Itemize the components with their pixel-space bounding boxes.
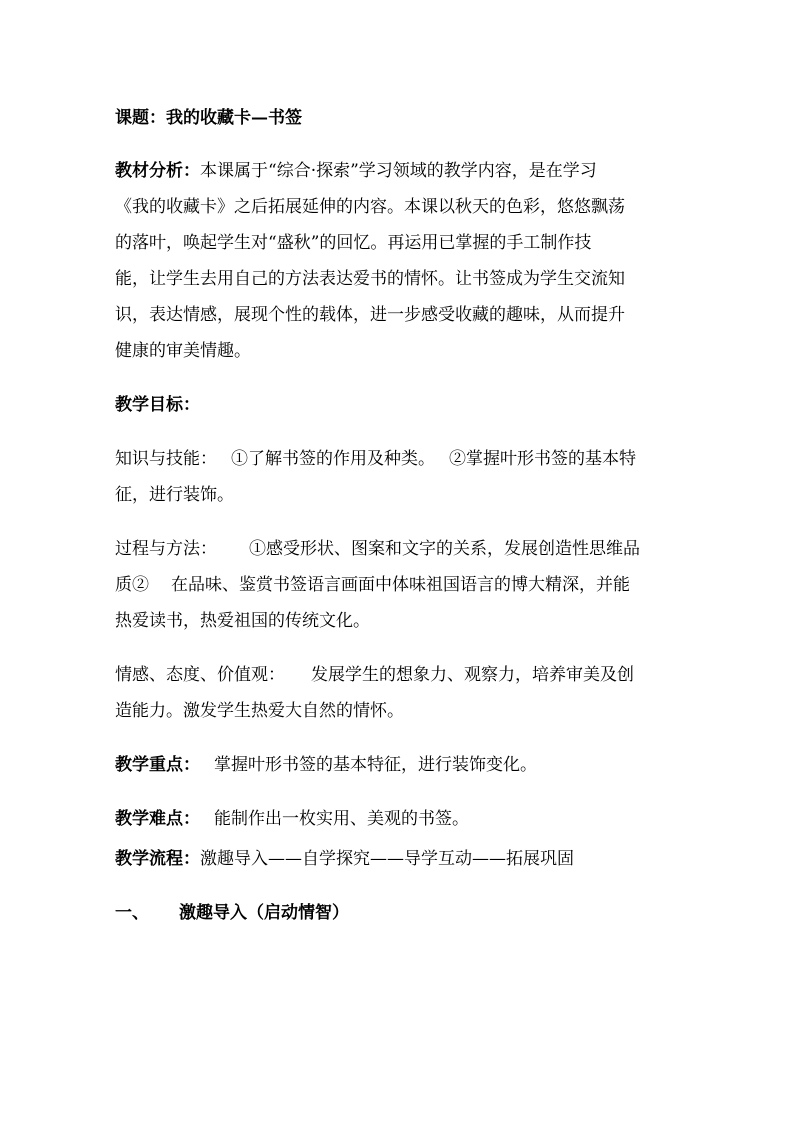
analysis-text-1: 本课属于“综合·探索”学习领域的教学内容，是在学习 — [200, 161, 597, 181]
teaching-flow — [115, 848, 715, 870]
analysis-line-1 — [115, 160, 715, 182]
process-line-3: 热爱读书，热爱祖国的传统文化。 — [115, 611, 370, 631]
lesson-title-label: 课题： — [115, 108, 166, 128]
analysis-line-4: 能，让学生去用自己的方法表达爱书的情怀。让书签成为学生交流知 — [115, 269, 625, 289]
knowledge-line-1 — [115, 448, 715, 470]
emotion-text-1: 发展学生的想象力、观察力，培养审美及创 — [311, 665, 634, 685]
difficulty-label: 教学难点： — [115, 809, 200, 829]
emotion-line-1 — [115, 664, 715, 686]
analysis-line-2: 《我的收藏卡》之后拓展延伸的内容。本课以秋天的色彩，悠悠飘荡 — [115, 197, 625, 217]
process-text-2b: 在品味、鉴赏书签语言画面中体味祖国语言的博大精深，并能 — [171, 575, 630, 595]
process-line-2 — [115, 574, 715, 596]
teaching-flow-label: 教学流程： — [115, 849, 200, 869]
knowledge-item-2: ②掌握叶形书签的基本特 — [449, 449, 636, 469]
analysis-label: 教材分析： — [115, 161, 200, 181]
goals-heading: 教学目标： — [115, 395, 200, 415]
knowledge-item-1: ①了解书签的作用及种类。 — [231, 449, 435, 469]
difficulty — [115, 808, 715, 830]
lesson-title — [115, 107, 715, 129]
process-label: 过程与方法： — [115, 539, 217, 559]
key-point — [115, 754, 715, 776]
knowledge-label: 知识与技能： — [115, 449, 217, 469]
knowledge-line-2: 征，进行装饰。 — [115, 485, 234, 505]
difficulty-text: 能制作出一枚实用、美观的书签。 — [214, 809, 469, 829]
teaching-flow-text: 激趣导入——自学探究——导学互动——拓展巩固 — [200, 849, 574, 869]
section-1-text: 激趣导入（启动情智） — [179, 903, 349, 923]
analysis-line-6: 健康的审美情趣。 — [115, 341, 251, 361]
emotion-line-2: 造能力。激发学生热爱大自然的情怀。 — [115, 701, 404, 721]
section-1-number: 一、 — [115, 903, 149, 923]
key-point-label: 教学重点： — [115, 755, 200, 775]
analysis-line-3: 的落叶，唤起学生对“盛秋”的回忆。再运用已掌握的手工制作技 — [115, 233, 592, 253]
emotion-label: 情感、态度、价值观： — [115, 665, 285, 685]
key-point-text: 掌握叶形书签的基本特征，进行装饰变化。 — [214, 755, 537, 775]
process-text-1: ①感受形状、图案和文字的关系，发展创造性思维品 — [249, 539, 640, 559]
lesson-title-text: 我的收藏卡—书签 — [166, 108, 302, 128]
section-1-heading — [115, 902, 715, 924]
analysis-line-5: 识，表达情感，展现个性的载体，进一步感受收藏的趣味，从而提升 — [115, 305, 625, 325]
process-line-1 — [115, 538, 715, 560]
process-text-2a: 质② — [115, 575, 149, 595]
